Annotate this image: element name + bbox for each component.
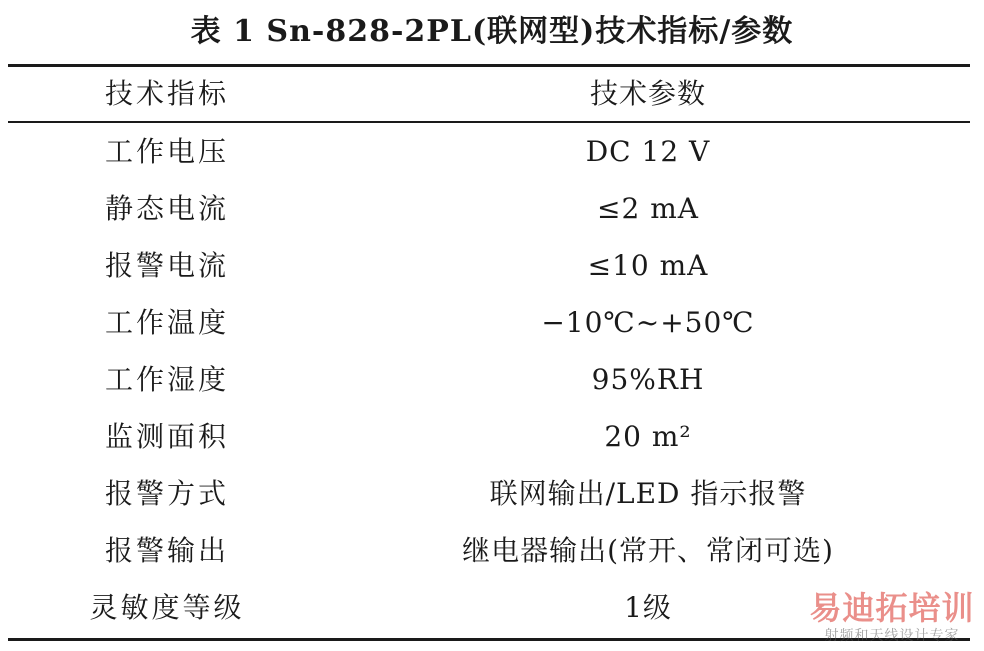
table-row xyxy=(8,237,970,294)
indicator-cell: 工作湿度 xyxy=(104,363,229,396)
indicator-cell: 工作电压 xyxy=(104,135,229,168)
parameter-cell: DC 12 V xyxy=(585,135,711,168)
parameter-cell: 联网输出/LED 指示报警 xyxy=(489,477,807,510)
table-row xyxy=(8,408,970,465)
indicator-cell: 监测面积 xyxy=(104,420,229,453)
indicator-cell: 报警电流 xyxy=(104,249,229,282)
indicator-cell: 工作温度 xyxy=(104,306,229,339)
indicator-cell: 报警方式 xyxy=(104,477,229,510)
parameter-cell: 1级 xyxy=(624,591,672,624)
parameter-cell: 20 m² xyxy=(604,420,692,453)
table-row xyxy=(8,465,970,522)
table-caption: 表 1 Sn-828-2PL(联网型)技术指标/参数 xyxy=(190,14,794,49)
watermark-logo xyxy=(808,589,976,649)
parameter-cell: −10℃~+50℃ xyxy=(541,306,755,339)
watermark-sub-text: 射频和天线设计专家 xyxy=(824,628,960,644)
parameter-cell: ≤10 mA xyxy=(587,249,709,282)
indicator-cell: 报警输出 xyxy=(104,534,229,567)
header-parameter: 技术参数 xyxy=(589,77,706,110)
table-row xyxy=(8,351,970,408)
header-indicator: 技术指标 xyxy=(104,77,229,110)
parameter-cell: 95%RH xyxy=(591,363,705,396)
table-row xyxy=(8,522,970,579)
parameter-cell: ≤2 mA xyxy=(597,192,699,225)
table-header-row xyxy=(8,65,970,122)
indicator-cell: 静态电流 xyxy=(104,192,229,225)
table-row xyxy=(8,123,970,180)
indicator-cell: 灵敏度等级 xyxy=(89,591,245,624)
table-row xyxy=(8,294,970,351)
watermark-main-text: 易迪拓培训 xyxy=(809,589,975,627)
parameter-cell: 继电器输出(常开、常闭可选) xyxy=(462,534,834,567)
table-row xyxy=(8,180,970,237)
